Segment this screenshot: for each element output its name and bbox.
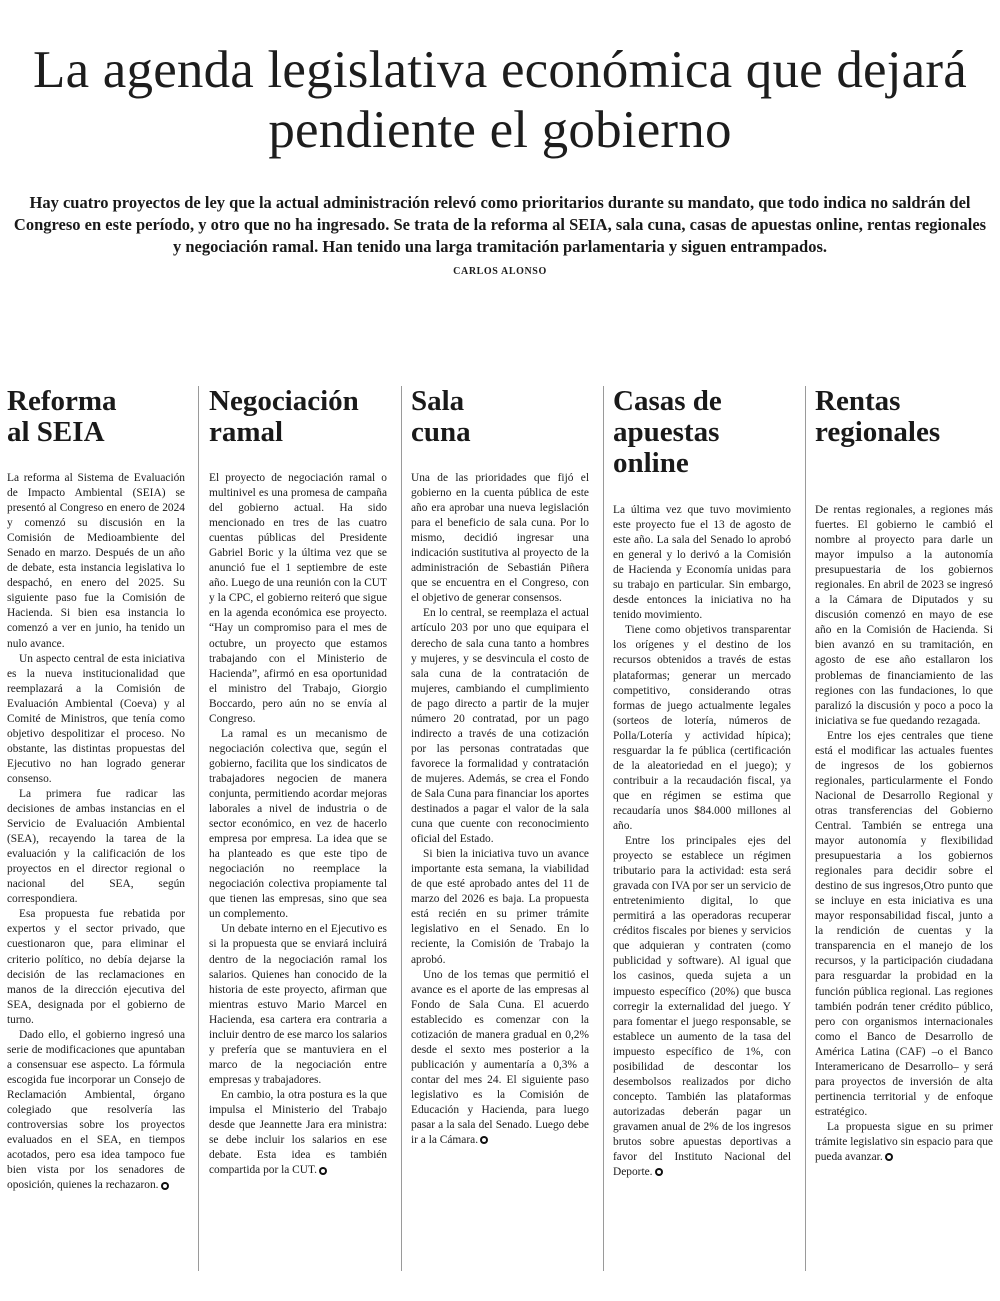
column-divider <box>401 386 402 1271</box>
section-heading: Negociación ramal <box>209 385 359 448</box>
paragraph: En lo central, se reemplaza el actual artículo 203 por uno que equipara el derecho de sala cuna tanto a hombres y mujeres, y se desvincula el costo de sala cuna de la contratación de mujeres, cambiando el cumplimiento de pago directo a partir de la mujer número 20 contratad, por un pago indirecto a través de una cotización por las personas contratadas que favorece la formalidad y contratación de mujeres. Además, se crea el Fondo de Sala Cuna para financiar los aportes destinados a pagar el valor de la sala cuna que cuente con reconocimiento oficial del Estado. <box>411 607 589 846</box>
last-paragraph <box>209 1088 387 1178</box>
headline: La agenda legislativa económica que dejará pendiente el gobierno <box>33 41 967 159</box>
paragraph: La reforma al Sistema de Evaluación de Impacto Ambiental (SEIA) se presentó al Congreso en enero de 2024 y comenzó su discusión en la Comisión de Medioambiente del Senado en marzo. Después de un año de debate, esta instancia legislativa lo despachó, en enero del 2025. Su siguiente paso fue la Comisión de Hacienda. Si bien esa instancia lo comenzó a ver en junio, ha tenido un nulo avance. <box>7 472 185 650</box>
section-body <box>7 471 185 1193</box>
end-mark-icon <box>161 1182 169 1190</box>
end-mark-icon <box>319 1167 327 1175</box>
paragraph: El proyecto de negociación ramal o multinivel es una promesa de campaña del gobierno actual. Ha sido mencionado en tres de las cuatro cuentas públicas del Presidente Gabriel Boric y la última vez que se anunció fue el 1 septiembre de este año. Luego de una reunión con la CUT y la CPC, el gobierno reiteró que sigue en la agenda económica ese proyecto. “Hay un compromiso para el mes de octubre, un proyecto que estamos trabajando con el Ministerio de Hacienda”, afirmó en esa oportunidad el ministro del Trabajo, Giorgio Boccardo, pero aún no se envía al Congreso. <box>209 472 387 725</box>
article-dek: Hay cuatro proyectos de ley que la actual administración relevó como prioritarios durante su mandato, que todo indica no saldrán del Congreso en este período, y otro que no ha ingresado. Se trata de la reforma al SEIA, sala cuna, casas de apuestas online, rentas regionales y negociación ramal. Han tenido una larga tramitación parlamentaria y siguen entrampados. <box>13 193 987 256</box>
paragraph-text: Uno de los temas que permitió el avance es el aporte de las empresas al Fondo de Sala Cuna. El acuerdo establecido es comenzar con la cotización de manera gradual en 0,2% desde el sexto mes posterior a la publicación y aumentaría a 0,3% a contar del mes 24. El siguiente paso legislativo es la Comisión de Educación y Hacienda, para luego pasar a la sala del Senado. Luego debe ir a la Cámara. <box>411 968 589 1147</box>
paragraph: Una de las prioridades que fijó el gobierno en la cuenta pública de este año era aprobar una nueva legislación para el beneficio de sala cuna. Por lo mismo, decidió ingresar una indicación sustitutiva al proyecto de la administración de Sebastián Piñera que se encuentra en el Congreso, con el objetivo de generar consensos. <box>411 472 589 605</box>
section-body <box>613 503 791 1180</box>
last-paragraph <box>7 1028 185 1194</box>
paragraph: De rentas regionales, a regiones más fuertes. El gobierno le cambió el nombre al proyecto para darle un mayor impulso a la autonomía presupuestaria de los gobiernos regionales. En abril de 2023 se ingresó a la Cámara de Diputados y su discusión comenzó en mayo de ese año en la Comisión de Hacienda. Si bien avanzó en su tramitación, en agosto de ese año estallaron los problemas de financiamiento de las regiones con las fundaciones, lo que paralizó la discusión y poco a poco la iniciativa se fue quedando rezagada. <box>815 504 993 727</box>
section-rentas-regionales <box>815 386 993 1281</box>
byline: CARLOS ALONSO <box>453 266 547 277</box>
paragraph: Si bien la iniciativa tuvo un avance importante esta semana, la viabilidad de que esté aprobado antes del 11 de marzo del 2026 es baja. La propuesta está recién en su primer trámite legislativo en el Senado. En lo reciente, la Comisión de Trabajo la aprobó. <box>411 848 589 966</box>
last-paragraph <box>411 968 589 1149</box>
paragraph: Esa propuesta fue rebatida por expertos y el sector privado, que cuestionaron que, para eliminar el criterio político, no debía dejarse la decisión de las reclamaciones en manos de la dirección ejecutiva del SEA, designada por el gobierno de turno. <box>7 908 185 1026</box>
end-mark-icon <box>480 1136 488 1144</box>
paragraph: La última vez que tuvo movimiento este proyecto fue el 13 de agosto de este año. La sala del Senado lo aprobó en general y lo derivó a la Comisión de Hacienda y Economía unidas para su trabajo en particular. Sin embargo, desde entonces la iniciativa no ha tenido movimiento. <box>613 504 791 622</box>
paragraph-text: La propuesta sigue en su primer trámite legislativo sin espacio para que pueda avanzar. <box>815 1120 993 1164</box>
paragraph: La primera fue radicar las decisiones de ambas instancias en el Servicio de Evaluación Ambiental (SEA), recayendo la tarea de la evaluación y la calificación de los proyectos en el director regional o nacional del SEA, según correspondiera. <box>7 787 185 906</box>
paragraph-text: En cambio, la otra postura es la que impulsa el Ministerio del Trabajo desde que Jeannette Jara era ministra: se debe incluir los salarios en ese debate. Esta idea es también compartida por la CUT. <box>209 1088 387 1177</box>
section-casas-apuestas <box>613 386 791 1281</box>
paragraph-text: Dado ello, el gobierno ingresó una serie de modificaciones que apuntaban a consensuar ese aspecto. La fórmula escogida fue incorporar un Consejo de Reclamación Ambiental, órgano colegiado que resolvería las controversias sobre los proyectos evaluados en el SEA, en tiempos acotados, pero esa idea tampoco fue bien vista por los senadores de oposición, quienes la rechazaron. <box>7 1028 185 1192</box>
section-body <box>815 503 993 1165</box>
section-body <box>209 471 387 1178</box>
section-sala-cuna <box>411 386 589 1281</box>
paragraph: Un aspecto central de esta iniciativa es la nueva institucionalidad que reemplazará a la Comisión de Evaluación Ambiental (Coeva) y al Comité de Ministros, que tenía como objetivo despolitizar el proceso. No obstante, las distintas propuestas del Ejecutivo no han logrado generar consenso. <box>7 652 185 785</box>
column-divider <box>198 386 199 1271</box>
paragraph: Un debate interno en el Ejecutivo es si la propuesta que se enviará incluirá dentro de la negociación ramal los salarios. Quienes han conocido de la historia de este proyecto, afirman que mientras estuvo Mario Marcel en Hacienda, esa cartera era contraria a incluir dentro de ese marco los salarios y prefería que se mantuviera en el marco de la negociación entre empresas y trabajadores. <box>209 923 387 1086</box>
section-heading: Reforma al SEIA <box>7 385 117 448</box>
paragraph: Tiene como objetivos transparentar los orígenes y el destino de los recursos obtenidos a través de estas plataformas; generar un mercado competitivo, considerando otras formas de juego actualmente legales (sorteos de lotería, números de Polla/Lotería y actividad hípica); resguardar la fe pública (certificación de la aleatoriedad en el juego); y contribuir a la recaudación fiscal, ya que en régimen se estima que recaudaría unos $84.000 millones al año. <box>613 624 791 832</box>
section-reforma-seia <box>7 386 185 1281</box>
paragraph-text: Entre los principales ejes del proyecto se establece un régimen tributario para la actividad: esta será gravada con IVA por ser un servicio de entretenimiento digital, lo que permitirá a las operadoras recuperar créditos fiscales por bienes y servicios que adquieran y contraten (como publicidad y software). Al igual que los casinos, queda sujeta a un impuesto específico (20%) que busca corregir la externalidad del juego. Y para fomentar el juego responsable, se establece un aumento de la tasa del impuesto específico de 1%, con posibilidad de descontar los desembolsos realizados por dicho concepto. También las plataformas autorizadas deberán pagar un gravamen anual de 2% de los ingresos brutos sobre apuestas deportivas a favor del Instituto Nacional del Deporte. <box>613 835 791 1179</box>
column-divider <box>805 386 806 1271</box>
article-columns <box>0 386 1000 1286</box>
section-heading: Sala cuna <box>411 385 471 448</box>
last-paragraph <box>815 1120 993 1165</box>
section-negociacion-ramal <box>209 386 387 1281</box>
paragraph: La ramal es un mecanismo de negociación colectiva que, según el gobierno, facilita que los sindicatos de trabajadores negocien de manera conjunta, permitiendo acordar mejoras laborales a nivel de industria o de sector económico, en vez de hacerlo empresa por empresa. La idea que se ha planteado es que este tipo de negociación no reemplace la negociación colectiva propiamente tal que tienen las empresas, sino que sea un complemento. <box>209 727 387 921</box>
paragraph: Entre los ejes centrales que tiene está el modificar las actuales fuentes de ingresos de los gobiernos regionales, particularmente el Fondo Nacional de Desarrollo Regional y otras transferencias del Gobierno Central. También se entrega una mayor autonomía y flexibilidad presupuestaria a los gobiernos regionales para decidir sobre el destino de sus ingresos,Otro punto que se incluye en esta iniciativa es una mayor responsabilidad fiscal, junto a la rendición de cuentas y la transparencia en el manejo de los recursos, y la participación ciudadana para resguardar la probidad en la función pública regional. Las regiones también podrán tener crédito público, pero con organismos internacionales como el Banco de Desarrollo de América Latina (CAF) –o el Banco Interamericano de Desarrollo– y será para proyectos de inversión de alta pertinencia territorial y de enfoque estratégico. <box>815 729 993 1118</box>
section-body <box>411 471 589 1148</box>
last-paragraph <box>613 834 791 1180</box>
section-heading: Rentas regionales <box>815 385 941 448</box>
end-mark-icon <box>885 1153 893 1161</box>
end-mark-icon <box>655 1168 663 1176</box>
section-heading: Casas de apuestas online <box>613 385 722 479</box>
column-divider <box>603 386 604 1271</box>
